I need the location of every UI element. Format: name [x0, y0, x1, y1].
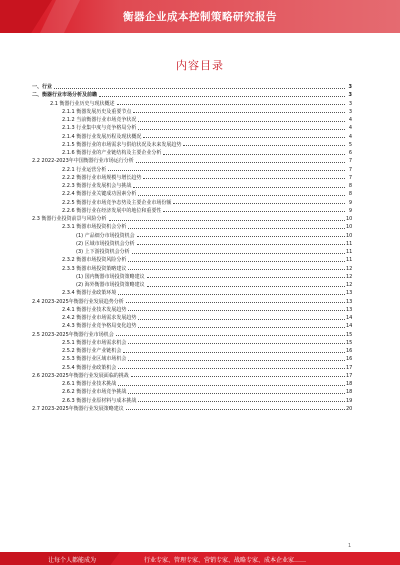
toc-leader-dots [143, 137, 345, 138]
toc-entry-title: 2.1.4 衡器行业发展历程及现状概况 [62, 133, 142, 140]
toc-entry[interactable] [32, 223, 352, 231]
toc-entry-page: 12 [346, 273, 353, 280]
toc-entry-title: 2.1 衡器行业历史与现状概述 [50, 100, 115, 107]
toc-entry-title: 2.3.1 衡器市场投资机会分析 [62, 224, 127, 231]
toc-entry-title: 2.5 2023-2025年衡器行业市场机会 [32, 331, 114, 338]
toc-entry-title: 2.2.3 衡器行业发展机会与挑战 [62, 183, 132, 189]
toc-leader-dots [143, 178, 345, 179]
toc-entry[interactable] [32, 166, 352, 174]
toc-entry[interactable] [32, 91, 352, 99]
toc-leader-dots [54, 88, 345, 89]
toc-entry-page: 10 [346, 232, 353, 239]
toc-entry-page: 14 [346, 323, 353, 330]
toc-entry[interactable] [32, 116, 352, 124]
toc-entry[interactable] [32, 174, 352, 182]
toc-entry[interactable] [32, 149, 352, 157]
toc-entry[interactable] [32, 199, 352, 207]
toc-leader-dots [163, 154, 345, 155]
toc-leader-dots [131, 376, 345, 377]
toc-entry-page: 7 [348, 166, 352, 173]
toc-entry-page: 16 [346, 348, 353, 354]
toc-entry-page: 17 [346, 372, 353, 379]
toc-entry-title: 2.4.3 衡器行业竞争格局变化趋势 [62, 323, 137, 330]
toc-entry-title: 2.6.3 衡器行业原材料与成本挑战 [62, 397, 137, 404]
toc-entry-title: 2.1.5 衡器行业的市场需求与供给状况及未来发展趋势 [62, 141, 182, 148]
toc-leader-dots [138, 327, 345, 328]
toc-entry[interactable] [32, 380, 352, 388]
toc-leader-dots [128, 269, 345, 270]
toc-entry-page: 15 [346, 331, 353, 338]
toc-leader-dots [128, 393, 345, 394]
toc-entry-title: 2.4.1 衡器行业技术发展趋势 [62, 306, 127, 313]
toc-entry-page: 10 [346, 224, 353, 231]
toc-entry-title: 2.2.2 衡器行业市场规模与增长趋势 [62, 174, 142, 181]
toc-entry[interactable] [32, 108, 352, 116]
toc-leader-dots [137, 236, 345, 237]
toc-entry-title: 2.2.6 衡器行业在经济发展中的地位和重要性 [62, 207, 162, 214]
toc-entry-title: 2.4 2023-2025年衡器行业发展趋势分析 [32, 298, 124, 305]
toc-leader-dots [118, 294, 345, 295]
toc-entry-page: 12 [346, 265, 353, 272]
toc-entry-page: 17 [346, 364, 353, 371]
toc-entry[interactable] [32, 331, 352, 339]
toc-entry-page: 19 [346, 397, 353, 404]
toc-entry-title: 2.4.2 衡器行业市场需求发展趋势 [62, 315, 137, 321]
toc-entry-page: 14 [346, 315, 353, 321]
toc-leader-dots [147, 286, 345, 287]
toc-entry-title: 2.1.6 衡器行业的产业链结构及主要企业分析 [62, 150, 162, 156]
toc-entry-page: 12 [346, 282, 353, 288]
toc-heading: 内容目录 [176, 59, 224, 72]
toc-entry-page: 11 [346, 240, 353, 247]
toc-leader-dots [116, 335, 345, 336]
toc-leader-dots [118, 385, 345, 386]
toc-entry-title: 一、行业 [32, 84, 53, 90]
toc-leader-dots [126, 409, 345, 410]
toc-leader-dots [128, 310, 345, 311]
toc-entry[interactable] [32, 265, 352, 273]
toc-entry-page: 3 [348, 84, 352, 90]
toc-entry-title: 2.6.1 衡器行业技术挑战 [62, 381, 117, 387]
toc-entry-page: 3 [348, 100, 352, 107]
toc-leader-dots [137, 244, 345, 245]
toc-entry[interactable] [32, 240, 352, 248]
toc-entry[interactable] [32, 256, 352, 264]
toc-entry[interactable] [32, 248, 352, 256]
toc-entry[interactable] [32, 364, 352, 372]
toc-entry-title: 2.1.3 行业集中度与竞争格局分析 [62, 125, 137, 132]
toc-entry[interactable] [32, 141, 352, 149]
toc-entry[interactable] [32, 83, 352, 91]
toc-leader-dots [123, 352, 345, 353]
toc-entry-title: (1) 产品细分市场投资机会 [76, 232, 135, 239]
toc-entry-title: 二、衡器行业市场分析及前瞻 [32, 92, 98, 99]
toc-entry-page: 16 [346, 356, 353, 363]
toc-leader-dots [128, 343, 345, 344]
toc-leader-dots [133, 112, 345, 113]
toc-entry-page: 18 [346, 389, 353, 396]
toc-entry-title: (2) 海外衡器市场投资策略建议 [76, 282, 145, 288]
toc-leader-dots [118, 368, 345, 369]
toc-entry-title: 2.3.2 衡器市场投资风险分析 [62, 257, 127, 264]
toc-leader-dots [132, 253, 345, 254]
document-header [0, 0, 400, 33]
toc-entry-title: 2.1.2 当前衡器行业市场竞争状况 [62, 117, 137, 123]
toc-entry-page: 9 [348, 199, 352, 206]
toc-entry-title: 2.5.3 衡器行业区域市场机会 [62, 356, 127, 363]
toc-leader-dots [138, 195, 345, 196]
toc-entry-title: (2) 区域市场投资机会分析 [76, 240, 135, 247]
toc-entry-page: 4 [348, 117, 352, 123]
toc-entry[interactable] [32, 124, 352, 132]
toc-leader-dots [108, 170, 345, 171]
toc-entry-title: 2.3.4 衡器行业政策环境 [62, 290, 117, 297]
toc-entry-title: 2.5.2 衡器行业产业链机会 [62, 348, 122, 354]
toc-entry-title: 2.3 衡器行业投资前景与风险分析 [32, 216, 107, 222]
toc-entry-title: 2.5.1 衡器行业市场需求机会 [62, 339, 127, 346]
toc-leader-dots [128, 360, 345, 361]
toc-entry-page: 6 [348, 150, 352, 156]
toc-entry[interactable] [32, 347, 352, 355]
toc-entry-page: 20 [346, 405, 353, 412]
toc-entry[interactable] [32, 322, 352, 330]
toc-entry-page: 9 [348, 207, 352, 214]
toc-entry-page: 8 [348, 191, 352, 198]
toc-leader-dots [126, 302, 345, 303]
toc-entry[interactable] [32, 405, 352, 413]
toc-entry[interactable] [32, 281, 352, 289]
toc-entry-page: 7 [348, 174, 352, 181]
toc-entry-page: 13 [346, 306, 353, 313]
toc-entry-title: 2.5.4 衡器行业政策机会 [62, 364, 117, 371]
toc-entry-title: 2.2.4 衡器行业关键成功因素分析 [62, 191, 137, 198]
document-footer [0, 552, 400, 565]
toc-entry-title: 2.1.1 衡器发展历史及重要节点 [62, 108, 132, 115]
toc-entry-page: 10 [346, 216, 353, 222]
toc-leader-dots [138, 401, 345, 402]
toc-entry-page: 5 [348, 141, 352, 148]
table-of-contents [32, 83, 352, 413]
toc-entry[interactable] [32, 397, 352, 405]
toc-entry-page: 18 [346, 381, 353, 387]
toc-leader-dots [147, 277, 345, 278]
footer-slogan: 让每个人都能成为 [48, 557, 97, 564]
toc-entry-page: 7 [348, 158, 352, 165]
toc-entry-title: (3) 上下游投资机会分析 [76, 249, 130, 255]
toc-entry[interactable] [32, 306, 352, 314]
toc-entry-title: 2.6 2023-2025年衡器行业发展面临的挑战 [32, 372, 129, 379]
toc-entry[interactable] [32, 273, 352, 281]
toc-entry[interactable] [32, 100, 352, 108]
toc-entry-title: 2.6.2 衡器行业市场竞争挑战 [62, 389, 127, 396]
toc-leader-dots [99, 96, 345, 97]
toc-entry[interactable] [32, 207, 352, 215]
toc-entry[interactable] [32, 190, 352, 198]
toc-entry[interactable] [32, 388, 352, 396]
toc-entry[interactable] [32, 298, 352, 306]
toc-entry[interactable] [32, 289, 352, 297]
toc-entry[interactable] [32, 339, 352, 347]
toc-entry-page: 4 [348, 125, 352, 132]
toc-entry[interactable] [32, 232, 352, 240]
toc-leader-dots [138, 129, 345, 130]
toc-leader-dots [173, 203, 345, 204]
toc-entry-page: 3 [348, 92, 352, 99]
toc-entry-title: 2.3.3 衡器市场投资策略建议 [62, 265, 127, 272]
toc-leader-dots [183, 145, 345, 146]
toc-leader-dots [136, 162, 345, 163]
toc-entry-title: 2.2 2022-2023年中国衡器行业市场运行分析 [32, 158, 134, 165]
page-number: 1 [348, 543, 352, 549]
toc-entry-title: 2.2.1 行业运营分析 [62, 166, 107, 173]
toc-leader-dots [128, 261, 345, 262]
toc-leader-dots [138, 319, 345, 320]
footer-tagline: 行业专家、管理专家、营销专家、战略专家、成本企业家…… [144, 557, 307, 564]
toc-entry-title: 2.2.5 衡器行业市场竞争态势及主要企业市场份额 [62, 199, 172, 206]
toc-entry-page: 15 [346, 339, 353, 346]
toc-entry[interactable] [32, 372, 352, 380]
toc-entry[interactable] [32, 215, 352, 223]
toc-entry[interactable] [32, 355, 352, 363]
toc-entry-page: 4 [348, 133, 352, 140]
toc-entry[interactable] [32, 182, 352, 190]
toc-entry-page: 13 [346, 298, 353, 305]
toc-entry[interactable] [32, 133, 352, 141]
toc-entry-page: 8 [348, 183, 352, 189]
toc-entry-page: 11 [346, 249, 353, 255]
toc-entry-page: 13 [346, 290, 353, 297]
toc-entry-page: 11 [346, 257, 353, 264]
document-title: 衡器企业成本控制策略研究报告 [123, 11, 277, 23]
toc-entry-title: (1) 国内衡器市场投资策略建议 [76, 273, 145, 280]
toc-entry[interactable] [32, 157, 352, 165]
toc-leader-dots [109, 220, 345, 221]
toc-leader-dots [133, 187, 345, 188]
toc-entry-title: 2.7 2023-2025年衡器行业发展策略建议 [32, 405, 124, 412]
toc-entry[interactable] [32, 314, 352, 322]
toc-leader-dots [128, 228, 345, 229]
toc-entry-page: 3 [348, 108, 352, 115]
toc-leader-dots [138, 121, 345, 122]
toc-leader-dots [163, 211, 345, 212]
toc-leader-dots [117, 104, 345, 105]
